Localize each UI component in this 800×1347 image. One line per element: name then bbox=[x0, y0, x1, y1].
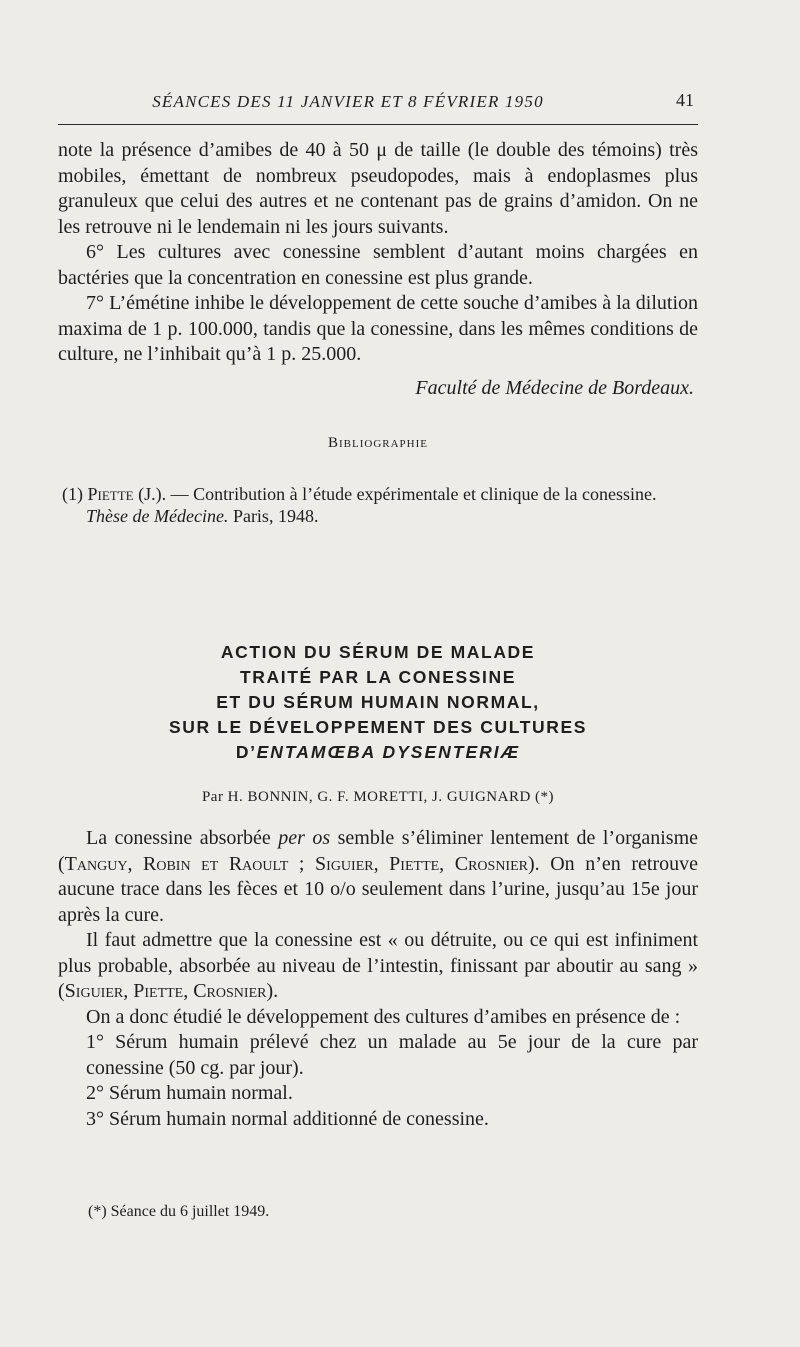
ref-number: (1) bbox=[62, 483, 83, 504]
list-item-3: 3° Sérum humain normal additionné de conessine. bbox=[86, 1107, 489, 1130]
article-authors: Par H. BONNIN, G. F. MORETTI, J. GUIGNARD (*) bbox=[201, 789, 555, 805]
article-title-line-1: ACTION DU SÉRUM DE MALADE bbox=[220, 642, 536, 662]
footnote: (*) Séance du 6 juillet 1949. bbox=[88, 1203, 270, 1220]
page-number: 41 bbox=[676, 90, 694, 110]
paragraph-1: La conessine absorbée per os semble s’éliminer lentement de l’organisme (Tanguy, Robin et Raoult ; Siguier, Piette, Crosnier). On n’en retrouve aucune trace dans les fèces et 10 o/o seulement dans l’urine, jusqu’au 15e jour après la cure. bbox=[58, 827, 699, 926]
citation-2: Siguier, Piette, Crosnier bbox=[64, 980, 267, 1002]
article-title-block bbox=[58, 640, 698, 806]
paragraph-2: Il faut admettre que la conessine est « ou détruite, ou ce qui est infiniment plus probable, absorbée au niveau de l’intestin, finissant par aboutir au sang » (Siguier, Piette, Crosnier). bbox=[58, 929, 698, 1002]
bibliography-heading: Bibliographie bbox=[328, 435, 428, 451]
paragraph-point-6: 6° Les cultures avec conessine semblent d’autant moins chargées en bactéries que la concentration en conessine est plus grande. bbox=[58, 241, 698, 289]
paragraph-point-7: 7° L’émétine inhibe le développement de cette souche d’amibes à la dilution maxima de 1 p. 100.000, tandis que la conessine, dans les mêmes conditions de culture, ne l’inhibait qu’à 1 p. 25.000. bbox=[58, 292, 698, 365]
header-rule bbox=[58, 124, 698, 125]
paragraph-3: On a donc étudié le développement des cultures d’amibes en présence de : bbox=[86, 1005, 681, 1028]
bibliography-entry bbox=[58, 483, 698, 527]
running-header bbox=[58, 88, 698, 128]
paragraph-continuation: note la présence d’amibes de 40 à 50 μ de taille (le double des témoins) très mobiles, émettant de nombreux pseudopodes, mais à endoplasmes plus granuleux que celui des autres et ne contenant pas de grains d’amidon. On ne les retrouve ni le lendemain ni les jours suivants. bbox=[58, 139, 698, 238]
running-title: SÉANCES DES 11 JANVIER ET 8 FÉVRIER 1950 bbox=[152, 92, 544, 111]
article-body bbox=[58, 826, 698, 1132]
affiliation-signature: Faculté de Médecine de Bordeaux. bbox=[415, 376, 694, 399]
ref-place: Paris, 1948. bbox=[232, 505, 319, 526]
article-title-line-2: TRAITÉ PAR LA CONESSINE bbox=[240, 667, 516, 687]
ref-text: (J.). — Contribution à l’étude expérimentale et clinique de la conessine. bbox=[138, 483, 657, 504]
list-item-1: 1° Sérum humain prélevé chez un malade au 5e jour de la cure par conessine (50 cg. par jour). bbox=[86, 1031, 698, 1079]
article-title-line-4: SUR LE DÉVELOPPEMENT DES CULTURES bbox=[168, 717, 588, 737]
article-title-line-3: ET DU SÉRUM HUMAIN NORMAL, bbox=[216, 692, 540, 712]
list-item-2: 2° Sérum humain normal. bbox=[86, 1082, 293, 1104]
ref-thesis: Thèse de Médecine. bbox=[86, 505, 229, 526]
previous-article-text bbox=[58, 138, 698, 527]
ref-author: Piette bbox=[87, 483, 134, 504]
title-species: ENTAMŒBA DYSENTERIÆ bbox=[256, 742, 521, 762]
title-prefix: D’ bbox=[235, 742, 257, 762]
citation-1: Tanguy, Robin et Raoult ; Siguier, Piette, Crosnier bbox=[64, 852, 528, 875]
italic-per-os: per os bbox=[278, 827, 331, 849]
article-title-line-5 bbox=[58, 740, 698, 765]
